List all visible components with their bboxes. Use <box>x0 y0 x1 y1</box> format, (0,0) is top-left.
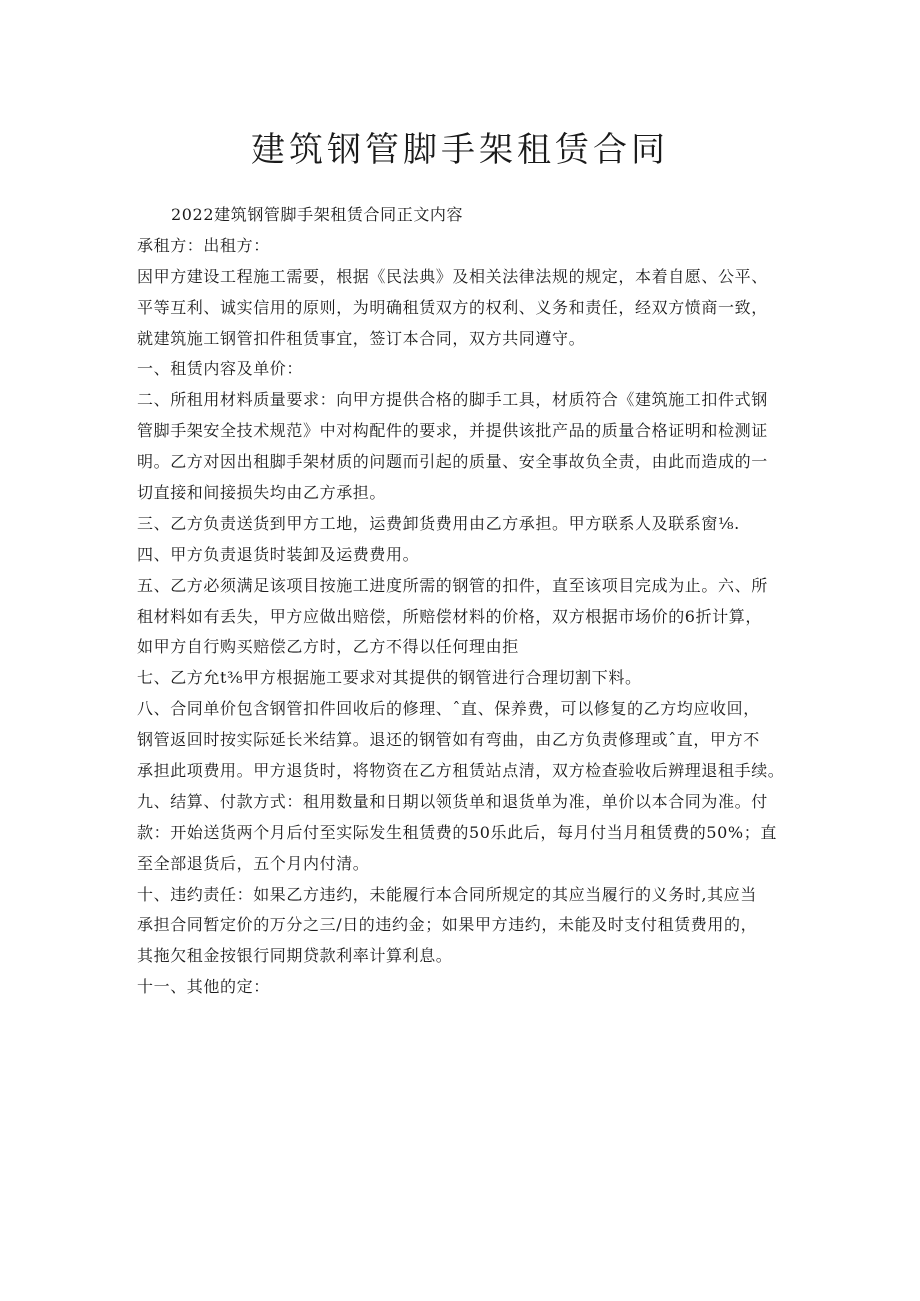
clause-5-line-2: 租材料如有丢失，甲方应做出赔偿，所赔偿材料的价格，双方根据市场价的6折计算， <box>137 606 762 626</box>
clause-1-line: 一、租赁内容及单价： <box>137 359 304 379</box>
clause-10-line-3: 其拖欠租金按银行同期贷款利率计算利息。 <box>137 946 453 966</box>
clause-3-line: 三、乙方负责送货到甲方工地，运费卸货费用由乙方承担。甲方联系人及联系窗⅛. <box>137 513 740 533</box>
clause-2-line-1: 二、所租用材料质量要求：向甲方提供合格的脚手工具，材质符合《建筑施工扣件式钢 <box>137 390 768 410</box>
clause-8-line-3: 承担此项费用。甲方退货时，将物资在乙方租赁站点清，双方检查验收后辨理退租手续。 <box>137 761 785 781</box>
clause-8-line-2: 钢管返回时按实际延长米结算。退还的钢管如有弯曲，由乙方负责修理或ˆ直，甲方不 <box>137 730 760 750</box>
clause-7-line: 七、乙方允t⅜甲方根据施工要求对其提供的钢管进行合理切割下料。 <box>137 668 642 688</box>
clause-10-line-2: 承担合同暂定价的万分之三/日的违约金；如果甲方违约，未能及时支付租赁费用的， <box>137 915 758 935</box>
document-title: 建筑钢管脚手架租赁合同 <box>251 130 669 170</box>
clause-10-line-1: 十、违约责任：如果乙方违约，未能履行本合同所规定的其应当履行的义务时,其应当 <box>137 884 757 904</box>
clause-2-line-4: 切直接和间接损失均由乙方承担。 <box>137 483 387 503</box>
clause-2-line-2: 管脚手架安全技术规范》中对构配件的要求，并提供该批产品的质量合格证明和检测证 <box>137 421 768 441</box>
clause-9-line-3: 至全部退货后，五个月内付清。 <box>137 853 370 873</box>
clause-2-line-3: 明。乙方对因出租脚手架材质的问题而引起的质量、安全事故负全责，由此而造成的一 <box>137 452 768 472</box>
clause-8-line-1: 八、合同单价包含钢管扣件回收后的修理、ˆ直、保养费，可以修复的乙方均应收回， <box>137 699 760 719</box>
clause-11-line: 十一、其他的定： <box>137 977 270 997</box>
parties-line: 承租方：出租方： <box>137 235 270 255</box>
preamble-line-3: 就建筑施工钢管扣件租赁事宜，签订本合同，双方共同遵守。 <box>137 328 586 348</box>
clause-5-line-3: 如甲方自行购买赔偿乙方时，乙方不得以任何理由拒 <box>137 637 519 657</box>
preamble-line-1: 因甲方建设工程施工需要，根据《民法典》及相关法律法规的规定，本着自愿、公平、 <box>137 266 768 286</box>
preamble-line-2: 平等互利、诚实信用的原则，为明确租赁双方的权利、义务和责任，经双方愤商一致， <box>137 297 768 317</box>
clause-9-line-2: 款：开始送货两个月后付至实际发生租赁费的50乐此后，每月付当月租赁费的50%；直 <box>137 822 777 842</box>
clause-9-line-1: 九、结算、付款方式：租用数量和日期以领货单和退货单为准，单价以本合同为准。付 <box>137 791 768 811</box>
subtitle-line: 2022建筑钢管脚手架租赁合同正文内容 <box>171 205 464 224</box>
clause-5-line-1: 五、乙方必须满足该项目按施工进度所需的钢管的扣件，直至该项目完成为止。六、所 <box>137 575 768 595</box>
document-body <box>137 200 787 1003</box>
clause-4-line: 四、甲方负责退货时装卸及运费费用。 <box>137 544 420 564</box>
